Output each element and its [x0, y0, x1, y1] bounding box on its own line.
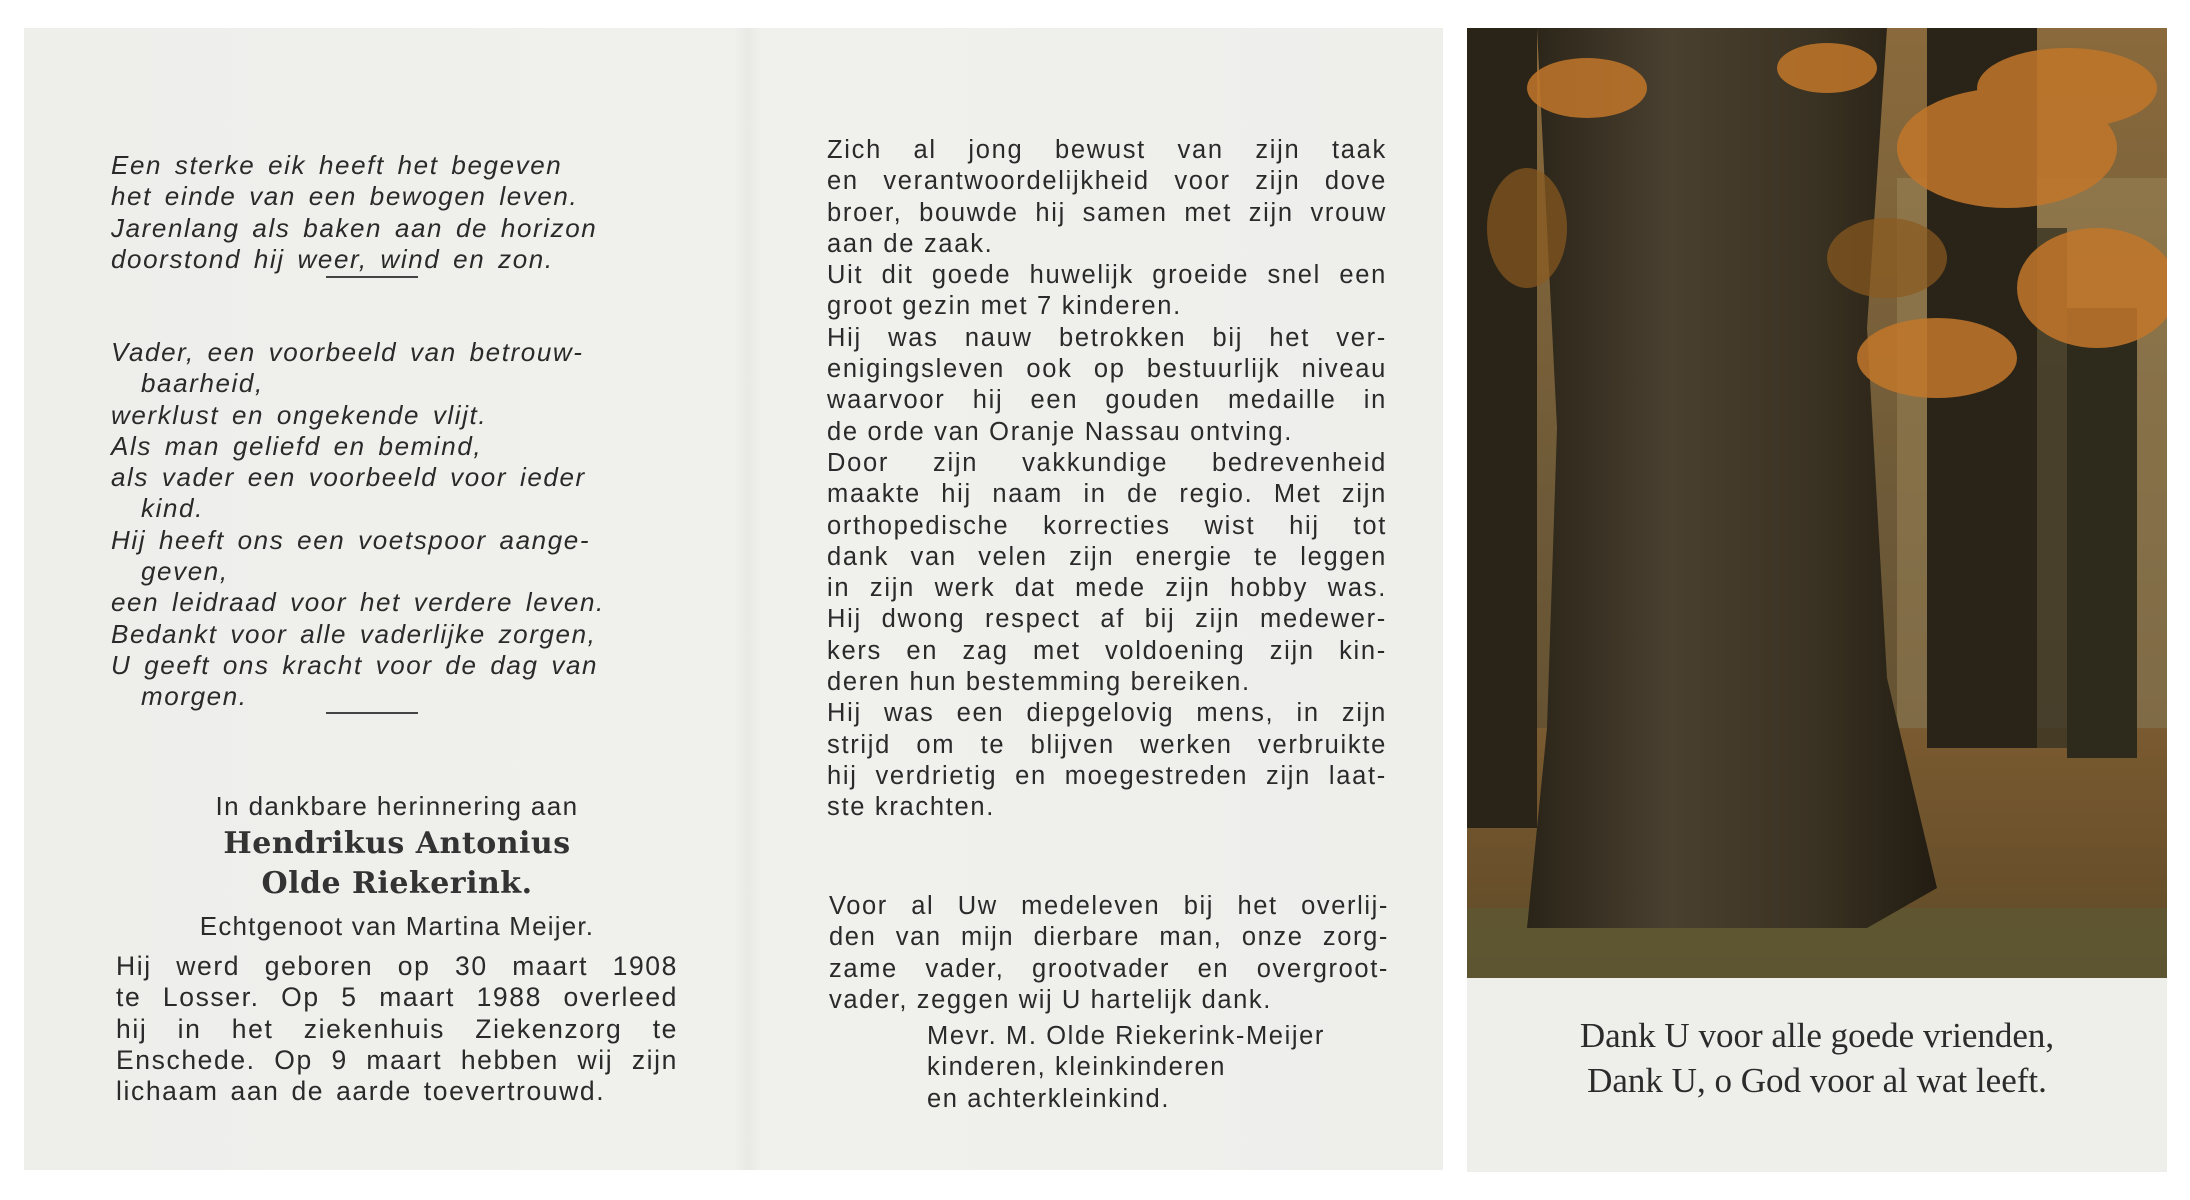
thanks-line: vader, zeggen wij U hartelijk dank.: [829, 985, 1272, 1014]
memorial-card-inside: [24, 28, 1443, 1170]
poem-line: een leidraad voor het verdere leven.: [111, 587, 605, 618]
story-line: waarvoor hij een gouden medaille in: [827, 386, 1387, 415]
poem-line: kind.: [141, 493, 204, 524]
card-caption: [1467, 1013, 2167, 1103]
story-line: enigingsleven ook op bestuurlijk niveau: [827, 355, 1387, 384]
poem-line: doorstond hij weer, wind en zon.: [111, 243, 554, 274]
signature-line: Mevr. M. Olde Riekerink-Meijer: [927, 1022, 1325, 1050]
story-line: hij verdrietig en moegestreden zijn laat-: [827, 761, 1387, 790]
poem-line: Hij heeft ons een voetspoor aange-: [111, 524, 591, 555]
story-line: kers en zag met voldoening zijn kin-: [827, 636, 1387, 665]
bio-line: hij in het ziekenhuis Ziekenzorg te: [116, 1013, 678, 1044]
thanks-line: zame vader, grootvader en overgroot-: [829, 954, 1389, 983]
memorial-intro: In dankbare herinnering aan: [215, 791, 579, 821]
caption-line: Dank U voor alle goede vrienden,: [1579, 1016, 2055, 1055]
story-line: Hij dwong respect af bij zijn medewer-: [827, 605, 1387, 634]
thanks-line: den van mijn dierbare man, onze zorg-: [829, 923, 1389, 952]
poem-line: U geeft ons kracht voor de dag van: [111, 649, 599, 680]
poem-line: als vader een voorbeeld voor ieder: [111, 462, 586, 493]
divider: [326, 712, 418, 714]
story-line: Zich al jong bewust van zijn taak: [827, 136, 1387, 164]
story-line: Hij was nauw betrokken bij het ver-: [827, 323, 1387, 352]
life-story: [827, 135, 1387, 824]
poem-line: Vader, een voorbeeld van betrouw-: [111, 337, 584, 367]
poem-line: Als man geliefd en bemind,: [111, 430, 483, 461]
poem-stanza-1: [111, 150, 597, 275]
story-line: maakte hij naam in de regio. Met zijn: [827, 480, 1387, 509]
bio-line: Enschede. Op 9 maart hebben wij zijn: [116, 1044, 678, 1075]
bio-line: Hij werd geboren op 30 maart 1908: [116, 951, 678, 981]
poem-line: Een sterke eik heeft het begeven: [111, 150, 563, 180]
spouse-line: Echtgenoot van Martina Meijer.: [199, 911, 595, 941]
poem-line: werklust en ongekende vlijt.: [111, 399, 488, 430]
story-line: ste krachten.: [827, 793, 996, 822]
poem-line: Bedankt voor alle vaderlijke zorgen,: [111, 618, 597, 649]
biography: [116, 951, 678, 1107]
thanks-line: Voor al Uw medeleven bij het overlij-: [829, 892, 1389, 920]
story-line: groot gezin met 7 kinderen.: [827, 292, 1182, 321]
signature-line: en achterkleinkind.: [927, 1084, 1171, 1113]
poem-line: baarheid,: [141, 368, 264, 399]
deceased-name-first: Hendrikus Antonius: [223, 826, 571, 861]
story-line: broer, bouwde hij samen met zijn vrouw: [827, 198, 1387, 227]
story-line: strijd om te blijven werken verbruikte: [827, 730, 1387, 759]
story-line: deren hun bestemming bereiken.: [827, 668, 1251, 697]
divider: [326, 276, 418, 278]
memorial-card-front: [1467, 28, 2167, 1172]
poem-line: morgen.: [141, 681, 248, 712]
deceased-name-last: Olde Riekerink.: [261, 866, 533, 901]
story-line: en verantwoordelijkheid voor zijn dove: [827, 167, 1387, 196]
story-line: aan de zaak.: [827, 229, 994, 258]
family-signature: [927, 1021, 1325, 1115]
poem-line: geven,: [141, 556, 229, 587]
story-line: Uit dit goede huwelijk groeide snel een: [827, 261, 1387, 290]
memorial-heading: [112, 788, 682, 944]
signature-line: kinderen, kleinkinderen: [927, 1053, 1227, 1082]
bio-line: te Losser. Op 5 maart 1988 overleed: [116, 982, 678, 1013]
story-line: dank van velen zijn energie te leggen: [827, 542, 1387, 571]
poem-line: Jarenlang als baken aan de horizon: [111, 212, 598, 243]
story-line: orthopedische korrecties wist hij tot: [827, 511, 1387, 540]
thanks-text: [829, 891, 1389, 1016]
bio-line: lichaam aan de aarde toevertrouwd.: [116, 1076, 606, 1107]
story-line: in zijn werk dat mede zijn hobby was.: [827, 574, 1387, 603]
story-line: de orde van Oranje Nassau ontving.: [827, 417, 1294, 446]
caption-line: Dank U, o God voor al wat leeft.: [1587, 1061, 2047, 1100]
autumn-tree-photo: [1467, 28, 2167, 978]
poem-stanza-2: [111, 337, 605, 713]
story-line: Hij was een diepgelovig mens, in zijn: [827, 699, 1387, 728]
story-line: Door zijn vakkundige bedrevenheid: [827, 448, 1387, 477]
poem-line: het einde van een bewogen leven.: [111, 181, 579, 212]
